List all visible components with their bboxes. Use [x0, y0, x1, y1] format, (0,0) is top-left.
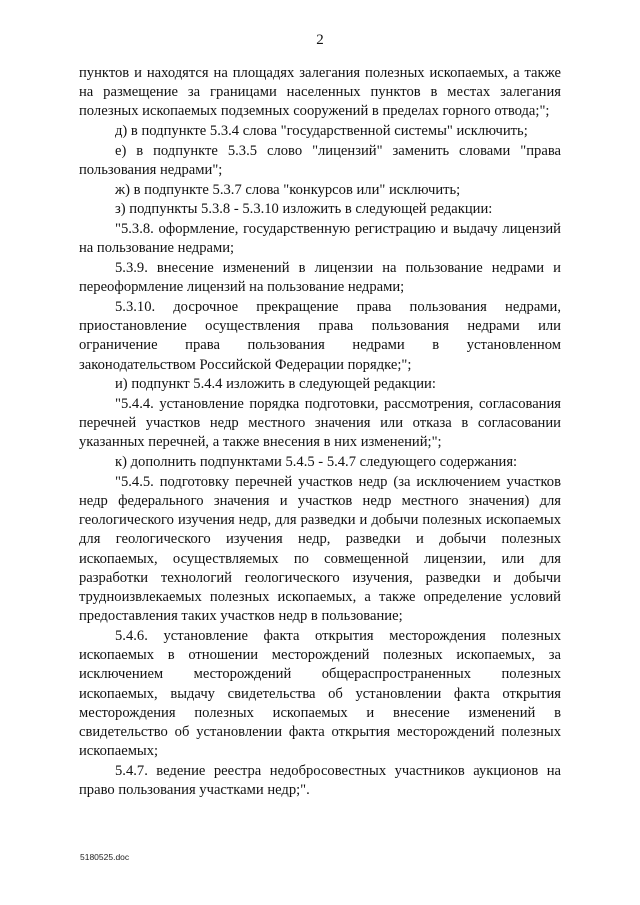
paragraph-5-4-4: "5.4.4. установление порядка подготовки, рассмотрения, согласования перечней участков недр местного значения или отказа в согласовании указанных перечней, а также внесения в них изменений;";: [79, 395, 561, 451]
paragraph-5-3-10: 5.3.10. досрочное прекращение права пользования недрами, приостановление осуществления права пользования недрами или ограничение права пользования недрами в установленном законодательством Российской Федерации порядке;";: [79, 298, 561, 373]
paragraph-item-d: д) в подпункте 5.3.4 слова "государственной системы" исключить;: [115, 123, 528, 140]
paragraph-5-3-8: "5.3.8. оформление, государственную регистрацию и выдачу лицензий на пользование недрами;: [79, 221, 561, 257]
paragraph-item-z: з) подпункты 5.3.8 - 5.3.10 изложить в следующей редакции:: [115, 201, 493, 218]
paragraph-5-4-6: 5.4.6. установление факта открытия месторождения полезных ископаемых в отношении месторождений полезных ископаемых, за исключением месторождений общераспространенных полезных ископаемых, выдачу свидетельства об установлении факта открытия месторождения полезных ископаемых и внесение изменений в свидетельство об установлении факта открытия месторождений полезных ископаемых;: [79, 627, 561, 760]
paragraph-5-4-7: 5.4.7. ведение реестра недобросовестных участников аукционов на право пользования участками недр;".: [79, 762, 561, 799]
document-body: [79, 64, 561, 800]
paragraph-5-3-9: 5.3.9. внесение изменений в лицензии на пользование недрами и переоформление лицензий на пользование недрами;: [79, 260, 561, 296]
paragraph-item-e: е) в подпункте 5.3.5 слово "лицензий" заменить словами "права пользования недрами";: [79, 142, 561, 179]
paragraph-5-4-5: "5.4.5. подготовку перечней участков недр (за исключением участков недр федерального значения и участков недр местного значения) для геологического изучения недр, для разведки и добычи полезных ископаемых для геологического изучения недр, разведки и добычи полезных ископаемых, осуществляемых по совмещенной лицензии, или для разработки технологий геологического изучения, разведки и добычи трудноизвлекаемых полезных ископаемых, а также определение условий предоставления таких участков недр в пользование;: [79, 473, 561, 625]
paragraph-item-k: к) дополнить подпунктами 5.4.5 - 5.4.7 следующего содержания:: [115, 454, 518, 471]
paragraph-item-i: и) подпункт 5.4.4 изложить в следующей редакции:: [115, 376, 436, 393]
file-name-footer: 5180525.doc: [80, 852, 130, 862]
page-number: 2: [316, 32, 324, 48]
paragraph-item-zh: ж) в подпункте 5.3.7 слова "конкурсов или" исключить;: [115, 181, 461, 198]
paragraph-continuation: пунктов и находятся на площадях залегания полезных ископаемых, а также на размещение за границами населенных пунктов в местах залегания полезных ископаемых подземных сооружений в пределах горного отвода;";: [79, 65, 561, 120]
